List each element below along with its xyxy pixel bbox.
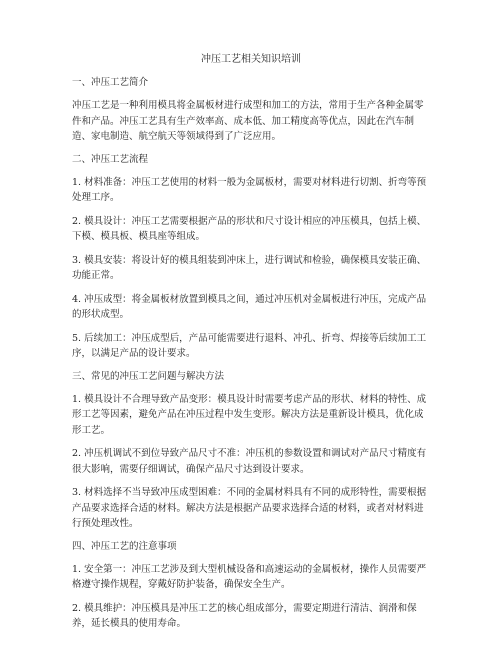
section-heading-problems: 三、常见的冲压工艺问题与解决方法 (72, 370, 225, 382)
section-heading-notes: 四、冲压工艺的注意事项 (72, 540, 177, 552)
paragraph: 2. 冲压机调试不到位导致产品尺寸不准：冲压机的参数设置和调试对产品尺寸精度有很大影响，需要仔细调试，确保产品尺寸达到设计要求。 (72, 448, 427, 475)
paragraph: 4. 冲压成型：将金属板材放置到模具之间，通过冲压机对金属板进行冲压，完成产品的形状成型。 (72, 293, 427, 320)
paragraph: 3. 模具安装：将设计好的模具组装到冲床上，进行调试和检验，确保模具安装正确、功能正常。 (72, 254, 427, 281)
paragraph: 5. 后续加工：冲压成型后，产品可能需要进行退料、冲孔、折弯、焊接等后续加工工序，以满足产品的设计要求。 (72, 332, 427, 359)
paragraph: 3. 材料选择不当导致冲压成型困难：不同的金属材料具有不同的成形特性，需要根据产品要求选择合适的材料。解决方法是根据产品要求选择合适的材料，或者对材料进行预处理改性。 (72, 487, 427, 529)
paragraph: 1. 材料准备：冲压工艺使用的材料一般为金属板材，需要对材料进行切割、折弯等预处理工序。 (72, 176, 427, 203)
section-heading-intro: 一、冲压工艺简介 (72, 77, 149, 88)
section-heading-process: 二、冲压工艺流程 (72, 153, 149, 165)
paragraph: 1. 安全第一：冲压工艺涉及到大型机械设备和高速运动的金属板材，操作人员需要严格遵守操作规程，穿戴好防护装备，确保安全生产。 (72, 563, 427, 590)
paragraph: 2. 模具维护：冲压模具是冲压工艺的核心组成部分，需要定期进行清洁、润滑和保养，延长模具的使用寿命。 (72, 602, 417, 629)
paragraph: 2. 模具设计：冲压工艺需要根据产品的形状和尺寸设计相应的冲压模具，包括上模、下模、模具板、模具座等组成。 (72, 215, 427, 242)
document-title: 冲压工艺相关知识培训 (201, 54, 301, 65)
paragraph: 1. 模具设计不合理导致产品变形：模具设计时需要考虑产品的形状、材料的特性、成形工艺等因素，避免产品在冲压过程中发生变形。解决方法是重新设计模具，优化成形工艺。 (72, 393, 427, 436)
paragraph: 冲压工艺是一种利用模具将金属板材进行成型和加工的方法，常用于生产各种金属零件和产品。冲压工艺具有生产效率高、成本低、加工精度高等优点，因此在汽车制造、家电制造、航空航天等领域得到了广泛应用。 (72, 100, 424, 142)
